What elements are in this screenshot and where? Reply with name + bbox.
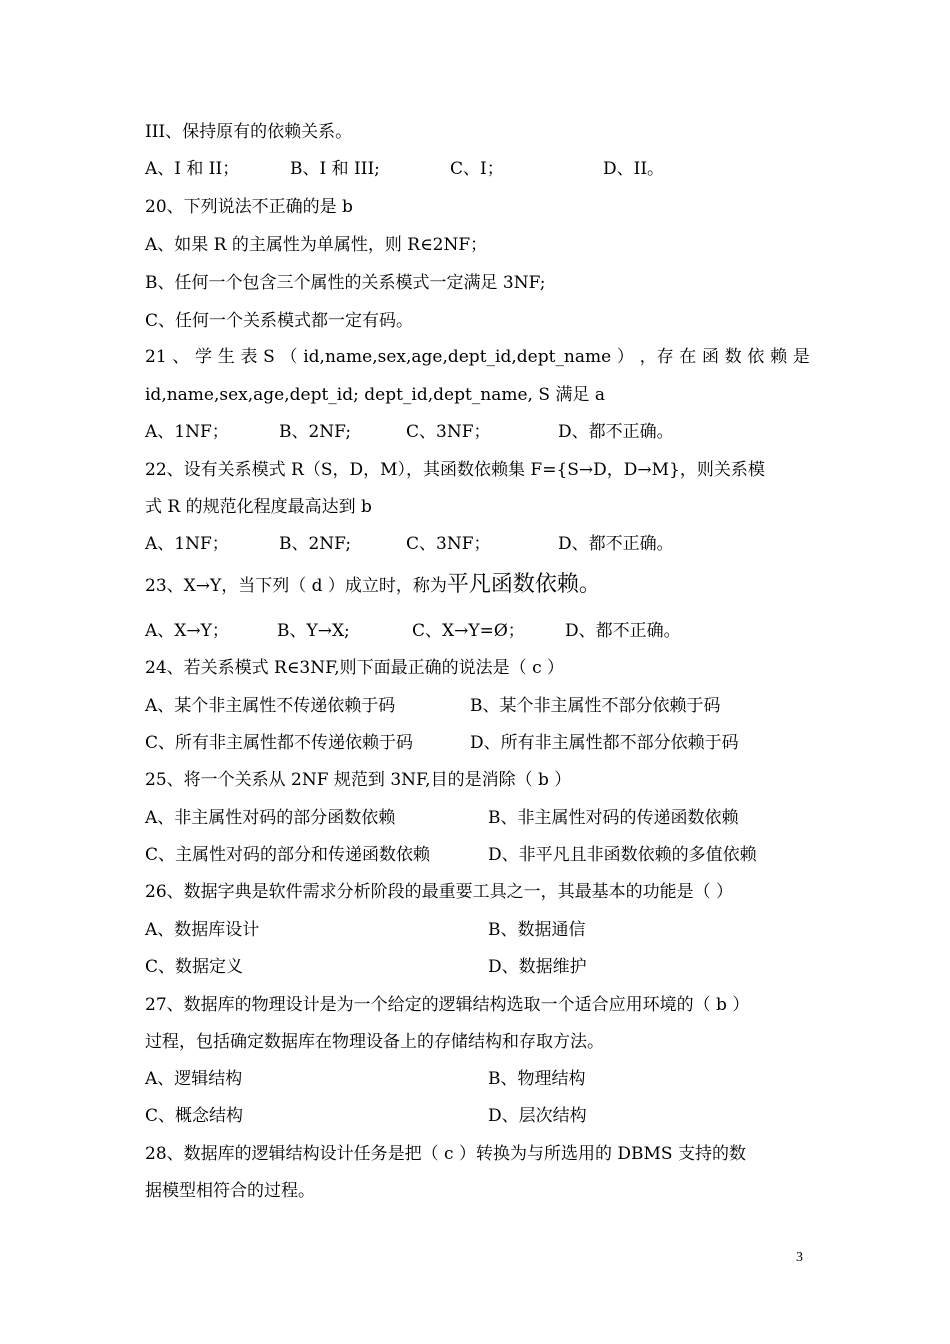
option-c: C、I； bbox=[450, 159, 504, 179]
option-b: B、非主属性对码的传递函数依赖 bbox=[488, 808, 739, 828]
question-28: 28、数据库的逻辑结构设计任务是把（ c ）转换为与所选用的 DBMS 支持的数 bbox=[145, 1144, 746, 1164]
option-d: D、II。 bbox=[603, 159, 665, 179]
option-a: A、逻辑结构 bbox=[145, 1069, 243, 1089]
question-26: 26、数据字典是软件需求分析阶段的最重要工具之一，其最基本的功能是（ ） bbox=[145, 882, 734, 902]
option-c: C、3NF； bbox=[406, 422, 491, 442]
question-25: 25、将一个关系从 2NF 规范到 3NF,目的是消除（ b ） bbox=[145, 770, 572, 790]
option-d: D、都不正确。 bbox=[565, 621, 681, 641]
option-b: B、某个非主属性不部分依赖于码 bbox=[470, 696, 721, 716]
question-23 bbox=[145, 574, 810, 597]
option-c: C、概念结构 bbox=[145, 1106, 244, 1126]
question-22: 22、设有关系模式 R（S，D，M），其函数依赖集 F={S→D，D→M}，则关系模 bbox=[145, 460, 765, 480]
text-line: 据模型相符合的过程。 bbox=[145, 1181, 315, 1201]
option-d: D、层次结构 bbox=[488, 1106, 587, 1126]
q21-part: 是 bbox=[792, 347, 810, 367]
option-a: A、数据库设计 bbox=[145, 920, 260, 940]
text-line: 式 R 的规范化程度最高达到 b bbox=[145, 497, 372, 517]
text-line: id,name,sex,age,dept_id; dept_id,dept_name, S 满足 a bbox=[145, 385, 605, 405]
text-line: 过程，包括确定数据库在物理设备上的存储结构和存取方法。 bbox=[145, 1032, 604, 1052]
q21-part: （ bbox=[280, 347, 298, 367]
q23-text: 23、X→Y，当下列（ d ）成立时，称为 bbox=[145, 576, 447, 596]
option-b: B、2NF; bbox=[279, 422, 352, 442]
option-a: A、如果 R 的主属性为单属性，则 R∈2NF； bbox=[145, 235, 488, 255]
option-b: B、2NF; bbox=[279, 534, 352, 554]
q21-part: 依 bbox=[747, 347, 765, 367]
option-c: C、任何一个关系模式都一定有码。 bbox=[145, 311, 414, 331]
q21-part: 21 bbox=[145, 347, 167, 367]
option-a: A、非主属性对码的部分函数依赖 bbox=[145, 808, 396, 828]
option-d: D、都不正确。 bbox=[558, 534, 674, 554]
q21-part: 学 bbox=[195, 347, 213, 367]
q23-term: 平凡函数依赖。 bbox=[446, 572, 601, 597]
q21-part: ，存 bbox=[639, 347, 674, 367]
option-a: A、I 和 II； bbox=[145, 159, 240, 179]
option-b: B、数据通信 bbox=[488, 920, 586, 940]
option-b: B、I 和 III; bbox=[290, 159, 380, 179]
q21-part: id,name,sex,age,dept_id,dept_name bbox=[303, 347, 612, 367]
question-27: 27、数据库的物理设计是为一个给定的逻辑结构选取一个适合应用环境的（ b ） bbox=[145, 995, 750, 1015]
q21-part: 表 bbox=[240, 347, 258, 367]
option-a: A、X→Y； bbox=[145, 621, 229, 641]
option-c: C、X→Y=Ø； bbox=[412, 621, 525, 641]
q21-part: 、 bbox=[172, 347, 190, 367]
option-d: D、所有非主属性都不部分依赖于码 bbox=[470, 733, 739, 753]
option-c: C、数据定义 bbox=[145, 957, 244, 977]
option-a: A、1NF； bbox=[145, 534, 229, 554]
option-a: A、某个非主属性不传递依赖于码 bbox=[145, 696, 396, 716]
q21-part: S bbox=[263, 347, 275, 367]
option-b: B、任何一个包含三个属性的关系模式一定满足 3NF; bbox=[145, 273, 546, 293]
q21-part: 赖 bbox=[770, 347, 788, 367]
option-c: C、3NF； bbox=[406, 534, 491, 554]
option-b: B、Y→X; bbox=[277, 621, 350, 641]
option-d: D、数据维护 bbox=[488, 957, 587, 977]
option-d: D、非平凡且非函数依赖的多值依赖 bbox=[488, 845, 757, 865]
text-line: III、保持原有的依赖关系。 bbox=[145, 122, 353, 142]
option-d: D、都不正确。 bbox=[558, 422, 674, 442]
option-a: A、1NF； bbox=[145, 422, 229, 442]
option-b: B、物理结构 bbox=[488, 1069, 586, 1089]
page-number: 3 bbox=[796, 1250, 803, 1265]
question-21 bbox=[145, 346, 810, 368]
option-c: C、所有非主属性都不传递依赖于码 bbox=[145, 733, 414, 753]
q21-part: 函 bbox=[701, 347, 719, 367]
q21-part: ） bbox=[616, 347, 634, 367]
question-20: 20、下列说法不正确的是 b bbox=[145, 197, 353, 217]
q21-part: 数 bbox=[724, 347, 742, 367]
q21-part: 在 bbox=[679, 347, 697, 367]
q21-part: 生 bbox=[217, 347, 235, 367]
question-24: 24、若关系模式 R∈3NF,则下面最正确的说法是（ c ） bbox=[145, 658, 564, 678]
option-c: C、主属性对码的部分和传递函数依赖 bbox=[145, 845, 431, 865]
